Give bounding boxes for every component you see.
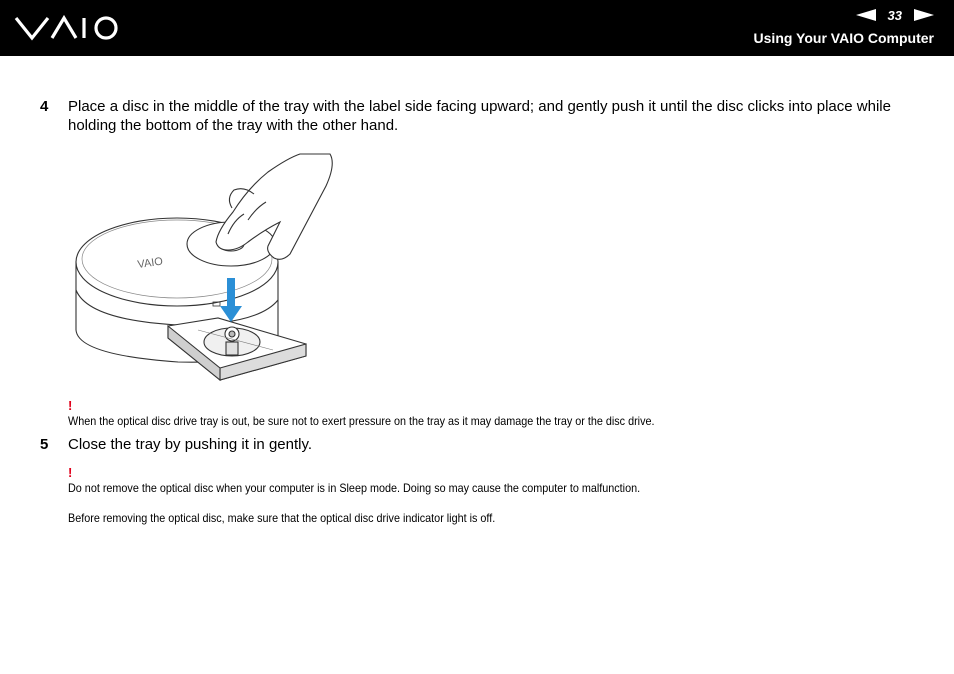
- step-text: Place a disc in the middle of the tray with the label side facing upward; and gently push it until the disc clicks into place while holding the bottom of the tray with the other hand.: [68, 98, 891, 134]
- step-text: Close the tray by pushing it in gently.: [68, 436, 313, 453]
- caution-note-1: [68, 399, 928, 429]
- note-text: When the optical disc drive tray is out, be sure not to exert pressure on the tray as it may damage the tray or the disc drive.: [68, 414, 655, 428]
- page-number: 33: [887, 7, 902, 23]
- next-page-icon[interactable]: [914, 9, 934, 21]
- caution-icon: !: [68, 398, 73, 413]
- section-title: Using Your VAIO Computer: [753, 30, 934, 46]
- note-text: Do not remove the optical disc when your computer is in Sleep mode. Doing so may cause the computer to malfunction.: [68, 481, 641, 495]
- device-logo: VAIO: [136, 255, 164, 271]
- previous-page-icon[interactable]: [856, 9, 876, 21]
- page-header: [0, 0, 954, 56]
- hand-icon: [216, 154, 332, 259]
- step-number: 4: [40, 98, 49, 115]
- caution-icon: !: [68, 465, 73, 480]
- disc-insertion-illustration: [68, 150, 343, 390]
- note-text: Before removing the optical disc, make sure that the optical disc drive indicator light is off.: [68, 511, 496, 525]
- caution-note-2: [68, 466, 928, 526]
- step-number: 5: [40, 436, 49, 453]
- disc-tray: [168, 318, 306, 380]
- vaio-logo: [14, 14, 120, 47]
- page-navigation: [856, 6, 934, 24]
